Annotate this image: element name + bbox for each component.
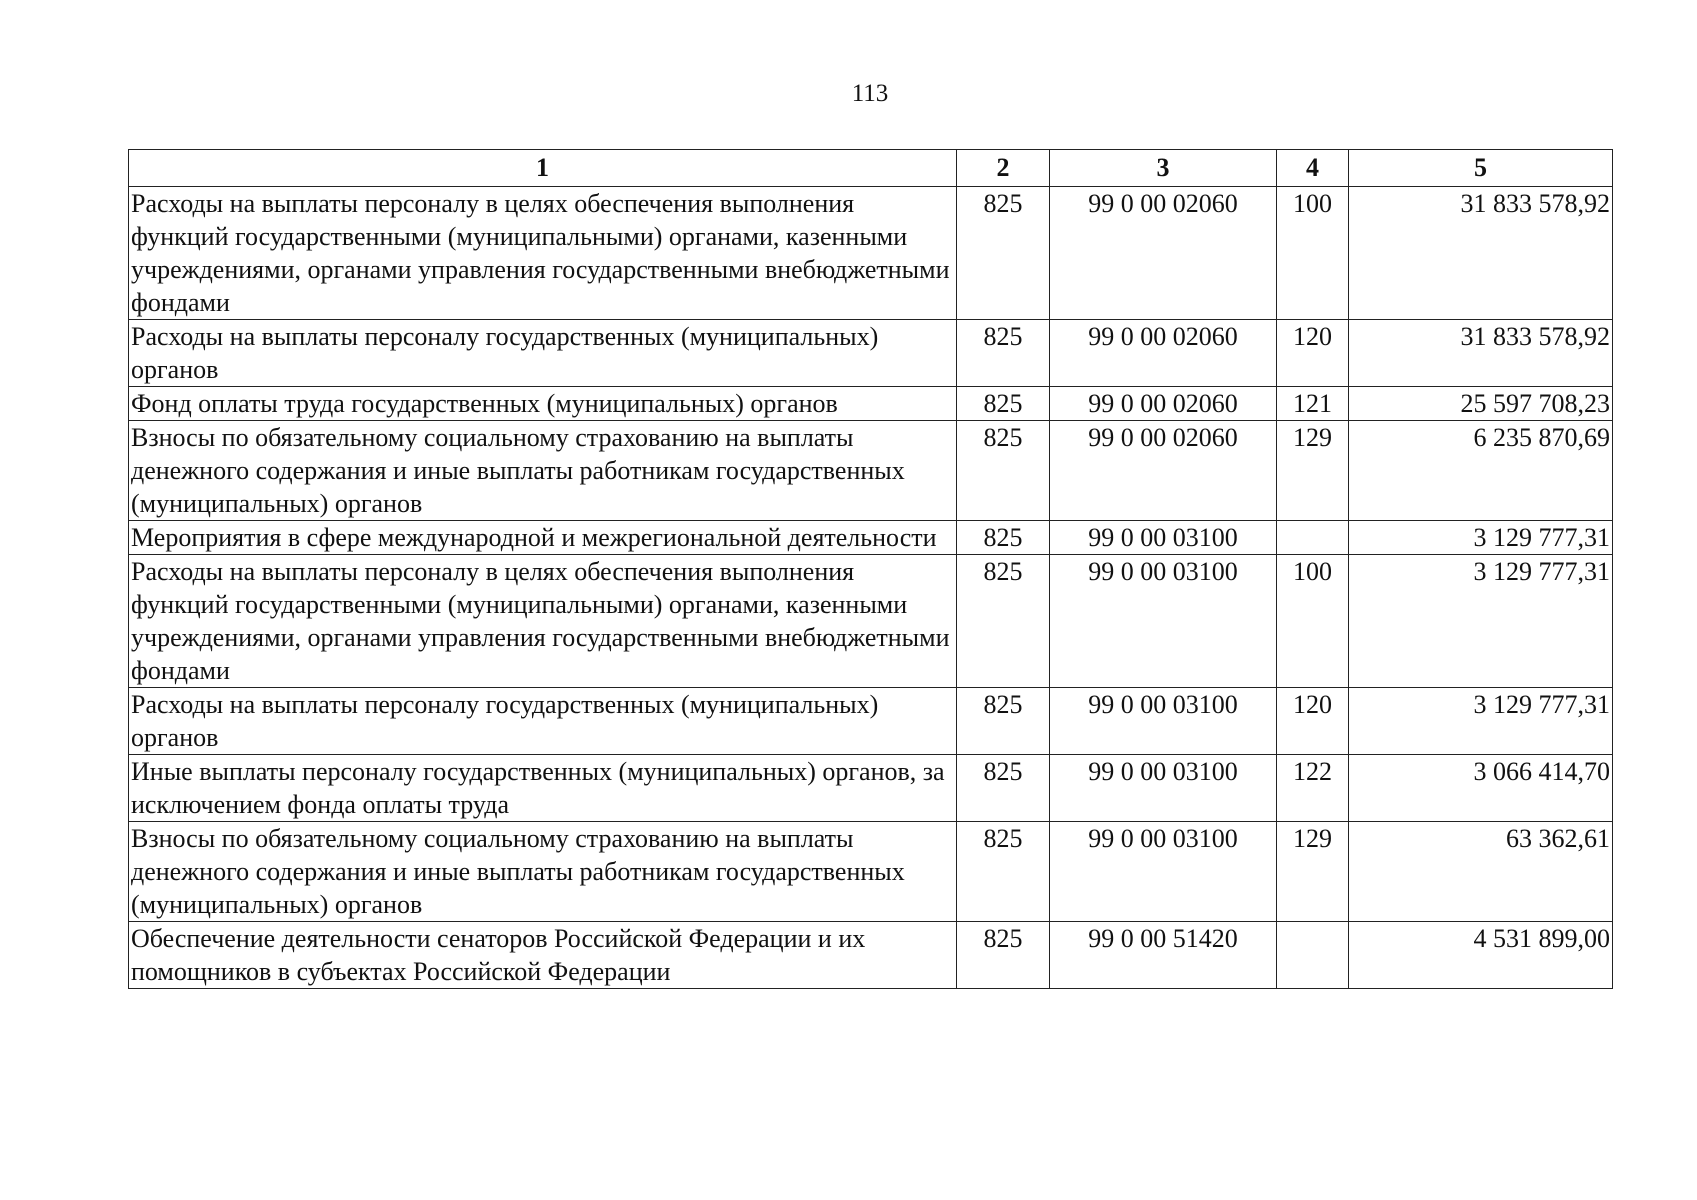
department-code: 825 [957, 387, 1050, 421]
budget-table [128, 149, 1613, 989]
department-code: 825 [957, 320, 1050, 387]
expense-type-code: 122 [1277, 755, 1349, 822]
table-row [129, 688, 1613, 755]
department-code: 825 [957, 688, 1050, 755]
target-article-code: 99 0 00 03100 [1050, 755, 1277, 822]
table-row [129, 922, 1613, 989]
expense-type-code: 100 [1277, 555, 1349, 688]
expense-name: Расходы на выплаты персоналу государственных (муниципальных) органов [129, 320, 957, 387]
table-row [129, 320, 1613, 387]
table-row [129, 387, 1613, 421]
amount: 3 129 777,31 [1349, 555, 1613, 688]
col-header-2: 2 [957, 150, 1050, 187]
target-article-code: 99 0 00 03100 [1050, 521, 1277, 555]
col-header-4: 4 [1277, 150, 1349, 187]
amount: 3 129 777,31 [1349, 688, 1613, 755]
expense-type-code: 120 [1277, 320, 1349, 387]
amount: 25 597 708,23 [1349, 387, 1613, 421]
table-row [129, 555, 1613, 688]
expense-name: Иные выплаты персоналу государственных (муниципальных) органов, за исключением фонда оплаты труда [129, 755, 957, 822]
department-code: 825 [957, 822, 1050, 922]
amount: 31 833 578,92 [1349, 320, 1613, 387]
expense-name: Мероприятия в сфере международной и межрегиональной деятельности [129, 521, 957, 555]
expense-type-code: 129 [1277, 421, 1349, 521]
page-number: 113 [851, 80, 889, 107]
expense-type-code: 121 [1277, 387, 1349, 421]
amount: 6 235 870,69 [1349, 421, 1613, 521]
expense-type-code: 120 [1277, 688, 1349, 755]
amount: 3 066 414,70 [1349, 755, 1613, 822]
target-article-code: 99 0 00 02060 [1050, 387, 1277, 421]
expense-name: Расходы на выплаты персоналу в целях обеспечения выполнения функций государственными (муниципальными) органами, казенными учреждениями, органами управления государственными внебюджетными фондами [129, 187, 957, 320]
target-article-code: 99 0 00 02060 [1050, 320, 1277, 387]
col-header-5: 5 [1349, 150, 1613, 187]
target-article-code: 99 0 00 51420 [1050, 922, 1277, 989]
department-code: 825 [957, 187, 1050, 320]
target-article-code: 99 0 00 02060 [1050, 187, 1277, 320]
expense-type-code: 100 [1277, 187, 1349, 320]
target-article-code: 99 0 00 02060 [1050, 421, 1277, 521]
expense-name: Взносы по обязательному социальному страхованию на выплаты денежного содержания и иные выплаты работникам государственных (муниципальных) органов [129, 421, 957, 521]
expense-name: Обеспечение деятельности сенаторов Российской Федерации и их помощников в субъектах Российской Федерации [129, 922, 957, 989]
table-row [129, 822, 1613, 922]
target-article-code: 99 0 00 03100 [1050, 555, 1277, 688]
expense-name: Расходы на выплаты персоналу государственных (муниципальных) органов [129, 688, 957, 755]
expense-name: Расходы на выплаты персоналу в целях обеспечения выполнения функций государственными (муниципальными) органами, казенными учреждениями, органами управления государственными внебюджетными фондами [129, 555, 957, 688]
expense-type-code: 129 [1277, 822, 1349, 922]
department-code: 825 [957, 421, 1050, 521]
amount: 63 362,61 [1349, 822, 1613, 922]
target-article-code: 99 0 00 03100 [1050, 822, 1277, 922]
col-header-1: 1 [129, 150, 957, 187]
expense-name: Взносы по обязательному социальному страхованию на выплаты денежного содержания и иные выплаты работникам государственных (муниципальных) органов [129, 822, 957, 922]
department-code: 825 [957, 922, 1050, 989]
col-header-3: 3 [1050, 150, 1277, 187]
expense-type-code [1277, 922, 1349, 989]
amount: 3 129 777,31 [1349, 521, 1613, 555]
department-code: 825 [957, 755, 1050, 822]
department-code: 825 [957, 555, 1050, 688]
table-row [129, 521, 1613, 555]
header-row [129, 150, 1613, 187]
amount: 31 833 578,92 [1349, 187, 1613, 320]
table-row [129, 187, 1613, 320]
expense-name: Фонд оплаты труда государственных (муниципальных) органов [129, 387, 957, 421]
table-row [129, 421, 1613, 521]
table-row [129, 755, 1613, 822]
expense-type-code [1277, 521, 1349, 555]
amount: 4 531 899,00 [1349, 922, 1613, 989]
department-code: 825 [957, 521, 1050, 555]
target-article-code: 99 0 00 03100 [1050, 688, 1277, 755]
